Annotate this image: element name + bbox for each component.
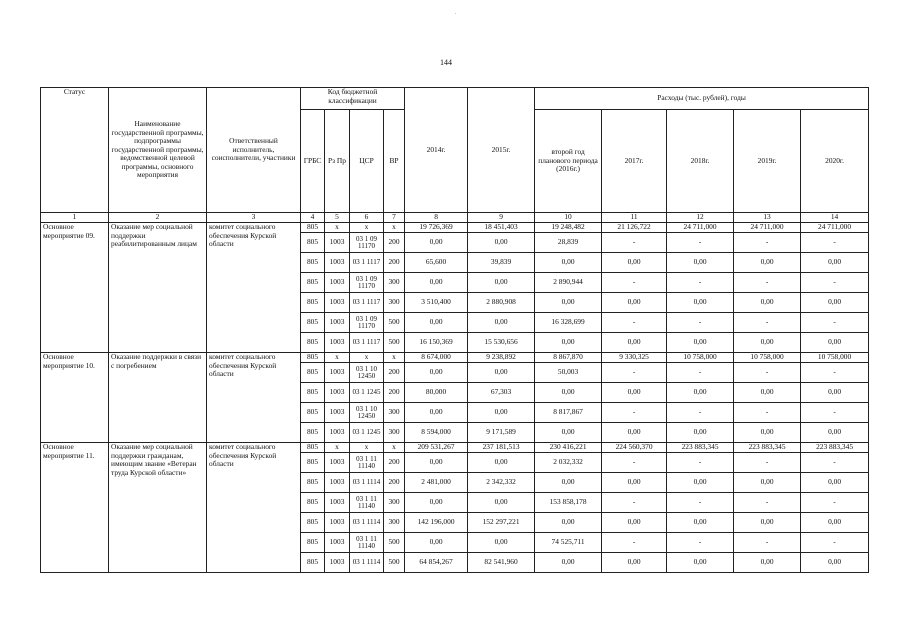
csr-cell: 03 1 1114 xyxy=(350,513,384,533)
scan-speck: . xyxy=(455,10,457,16)
amount-cell: 24 711,000 xyxy=(667,223,734,233)
amount-cell: 16 328,699 xyxy=(535,313,602,333)
column-number: 4 xyxy=(301,213,325,223)
vr-cell: 300 xyxy=(384,293,405,313)
amount-cell: 24 711,000 xyxy=(801,223,869,233)
header-csr: ЦСР xyxy=(350,110,384,213)
amount-cell: - xyxy=(801,453,869,473)
column-number: 7 xyxy=(384,213,405,223)
rzpr-cell: 1003 xyxy=(325,533,350,553)
vr-cell: 500 xyxy=(384,553,405,573)
table-body xyxy=(41,223,869,573)
amount-cell: - xyxy=(667,533,734,553)
amount-cell: - xyxy=(602,233,667,253)
amount-cell: 0,00 xyxy=(535,473,602,493)
vr-cell: 200 xyxy=(384,473,405,493)
header-2014: 2014г. xyxy=(405,88,468,213)
amount-cell: 0,00 xyxy=(602,423,667,443)
grbs-cell: 805 xyxy=(301,313,325,333)
column-number: 8 xyxy=(405,213,468,223)
amount-cell: 223 883,345 xyxy=(667,443,734,453)
amount-cell: 0,00 xyxy=(667,253,734,273)
amount-cell: 9 330,325 xyxy=(602,353,667,363)
amount-cell: 0,00 xyxy=(405,453,468,473)
name-cell: Оказание мер социальной поддержки гражданам, имеющим звание «Ветеран труда Курской области» xyxy=(109,443,207,573)
amount-cell: - xyxy=(602,453,667,473)
amount-cell: 153 858,178 xyxy=(535,493,602,513)
vr-cell: 200 xyxy=(384,383,405,403)
amount-cell: - xyxy=(602,313,667,333)
amount-cell: 0,00 xyxy=(801,293,869,313)
grbs-cell: 805 xyxy=(301,453,325,473)
amount-cell: 74 525,711 xyxy=(535,533,602,553)
amount-cell: 65,600 xyxy=(405,253,468,273)
amount-cell: 0,00 xyxy=(667,423,734,443)
amount-cell: 2 032,332 xyxy=(535,453,602,473)
amount-cell: 0,00 xyxy=(801,423,869,443)
amount-cell: - xyxy=(801,363,869,383)
csr-cell: 03 1 09 11170 xyxy=(350,233,384,253)
amount-cell: 0,00 xyxy=(734,253,801,273)
amount-cell: 50,003 xyxy=(535,363,602,383)
amount-cell: 10 758,000 xyxy=(667,353,734,363)
amount-cell: 0,00 xyxy=(405,493,468,513)
vr-cell: 500 xyxy=(384,333,405,353)
amount-cell: 0,00 xyxy=(667,333,734,353)
amount-cell: - xyxy=(801,403,869,423)
rzpr-cell: 1003 xyxy=(325,333,350,353)
table-header xyxy=(41,88,869,223)
column-number: 10 xyxy=(535,213,602,223)
amount-cell: 10 758,000 xyxy=(801,353,869,363)
amount-cell: 0,00 xyxy=(801,553,869,573)
grbs-cell: 805 xyxy=(301,493,325,513)
executor-cell: комитет социального обеспечения Курской области xyxy=(207,443,301,573)
status-cell: Основное мероприятие 11. xyxy=(41,443,109,573)
amount-cell: 28,839 xyxy=(535,233,602,253)
amount-cell: 0,00 xyxy=(405,233,468,253)
amount-cell: - xyxy=(602,403,667,423)
amount-cell: - xyxy=(801,313,869,333)
column-number: 12 xyxy=(667,213,734,223)
amount-cell: 0,00 xyxy=(405,403,468,423)
amount-cell: 0,00 xyxy=(734,333,801,353)
amount-cell: 9 238,892 xyxy=(468,353,535,363)
amount-cell: - xyxy=(801,233,869,253)
header-vr: ВР xyxy=(384,110,405,213)
grbs-cell: 805 xyxy=(301,443,325,453)
csr-cell: 03 1 1117 xyxy=(350,333,384,353)
amount-cell: - xyxy=(667,313,734,333)
amount-cell: 0,00 xyxy=(468,313,535,333)
amount-cell: 223 883,345 xyxy=(801,443,869,453)
amount-cell: 0,00 xyxy=(602,513,667,533)
header-name: Наименование государственной программы, подпрограммы государственной программы, ведомственной целевой программы, основного мероприятия xyxy=(109,88,207,213)
amount-cell: 0,00 xyxy=(734,383,801,403)
amount-cell: 0,00 xyxy=(734,293,801,313)
vr-cell: х xyxy=(384,443,405,453)
column-number: 3 xyxy=(207,213,301,223)
amount-cell: 0,00 xyxy=(734,513,801,533)
amount-cell: 0,00 xyxy=(602,293,667,313)
amount-cell: - xyxy=(602,363,667,383)
amount-cell: 152 297,221 xyxy=(468,513,535,533)
grbs-cell: 805 xyxy=(301,333,325,353)
amount-cell: 230 416,221 xyxy=(535,443,602,453)
rzpr-cell: 1003 xyxy=(325,383,350,403)
amount-cell: 3 510,400 xyxy=(405,293,468,313)
grbs-cell: 805 xyxy=(301,273,325,293)
column-number: 14 xyxy=(801,213,869,223)
amount-cell: 0,00 xyxy=(468,533,535,553)
amount-cell: 0,00 xyxy=(535,333,602,353)
amount-cell: 223 883,345 xyxy=(734,443,801,453)
vr-cell: 500 xyxy=(384,313,405,333)
amount-cell: 0,00 xyxy=(602,553,667,573)
grbs-cell: 805 xyxy=(301,363,325,383)
amount-cell: 0,00 xyxy=(535,553,602,573)
header-status: Статус xyxy=(41,88,109,213)
amount-cell: - xyxy=(734,533,801,553)
amount-cell: - xyxy=(667,273,734,293)
amount-cell: 0,00 xyxy=(468,273,535,293)
grbs-cell: 805 xyxy=(301,513,325,533)
grbs-cell: 805 xyxy=(301,423,325,443)
amount-cell: - xyxy=(734,273,801,293)
amount-cell: 0,00 xyxy=(535,423,602,443)
rzpr-cell: 1003 xyxy=(325,233,350,253)
amount-cell: 0,00 xyxy=(468,403,535,423)
amount-cell: - xyxy=(602,273,667,293)
amount-cell: - xyxy=(667,453,734,473)
amount-cell: 0,00 xyxy=(405,363,468,383)
amount-cell: 0,00 xyxy=(602,473,667,493)
column-number: 13 xyxy=(734,213,801,223)
rzpr-cell: 1003 xyxy=(325,493,350,513)
csr-cell: 03 1 1114 xyxy=(350,553,384,573)
amount-cell: 142 196,000 xyxy=(405,513,468,533)
csr-cell: 03 1 1245 xyxy=(350,383,384,403)
vr-cell: 300 xyxy=(384,423,405,443)
table-row xyxy=(41,223,869,233)
grbs-cell: 805 xyxy=(301,533,325,553)
amount-cell: - xyxy=(801,493,869,513)
rzpr-cell: 1003 xyxy=(325,253,350,273)
amount-cell: 0,00 xyxy=(734,553,801,573)
csr-cell: 03 1 1117 xyxy=(350,293,384,313)
amount-cell: 16 150,369 xyxy=(405,333,468,353)
amount-cell: 0,00 xyxy=(667,293,734,313)
grbs-cell: 805 xyxy=(301,383,325,403)
name-cell: Оказание мер социальной поддержки реабилитированным лицам xyxy=(109,223,207,353)
rzpr-cell: 1003 xyxy=(325,423,350,443)
amount-cell: 0,00 xyxy=(405,313,468,333)
amount-cell: 2 880,908 xyxy=(468,293,535,313)
amount-cell: 0,00 xyxy=(468,233,535,253)
csr-cell: 03 1 1245 xyxy=(350,423,384,443)
amount-cell: 21 126,722 xyxy=(602,223,667,233)
csr-cell: х xyxy=(350,443,384,453)
csr-cell: 03 1 10 12450 xyxy=(350,403,384,423)
amount-cell: 209 531,267 xyxy=(405,443,468,453)
amount-cell: 0,00 xyxy=(405,273,468,293)
amount-cell: 24 711,000 xyxy=(734,223,801,233)
amount-cell: 0,00 xyxy=(602,333,667,353)
amount-cell: 18 451,403 xyxy=(468,223,535,233)
column-number: 5 xyxy=(325,213,350,223)
amount-cell: 67,303 xyxy=(468,383,535,403)
amount-cell: 10 758,000 xyxy=(734,353,801,363)
column-number: 9 xyxy=(468,213,535,223)
rzpr-cell: 1003 xyxy=(325,513,350,533)
amount-cell: 8 867,870 xyxy=(535,353,602,363)
rzpr-cell: 1003 xyxy=(325,293,350,313)
amount-cell: 237 181,513 xyxy=(468,443,535,453)
csr-cell: х xyxy=(350,353,384,363)
budget-table xyxy=(40,87,869,573)
header-2017: 2017г. xyxy=(602,110,667,213)
grbs-cell: 805 xyxy=(301,223,325,233)
header-executor: Ответственный исполнитель, соисполнители, участники xyxy=(207,88,301,213)
header-grbs: ГРБС xyxy=(301,110,325,213)
name-cell: Оказание поддержки в связи с погребением xyxy=(109,353,207,443)
amount-cell: 0,00 xyxy=(801,253,869,273)
rzpr-cell: 1003 xyxy=(325,403,350,423)
header-2016: второй год планового периода (2016г.) xyxy=(535,110,602,213)
amount-cell: 0,00 xyxy=(535,293,602,313)
rzpr-cell: 1003 xyxy=(325,363,350,383)
column-number: 11 xyxy=(602,213,667,223)
csr-cell: 03 1 09 11170 xyxy=(350,273,384,293)
amount-cell: 0,00 xyxy=(602,253,667,273)
grbs-cell: 805 xyxy=(301,553,325,573)
amount-cell: 15 530,656 xyxy=(468,333,535,353)
amount-cell: - xyxy=(602,533,667,553)
vr-cell: 300 xyxy=(384,273,405,293)
amount-cell: 8 674,000 xyxy=(405,353,468,363)
header-2018: 2018г. xyxy=(667,110,734,213)
amount-cell: 0,00 xyxy=(468,453,535,473)
rzpr-cell: 1003 xyxy=(325,313,350,333)
amount-cell: 0,00 xyxy=(602,383,667,403)
amount-cell: 0,00 xyxy=(667,513,734,533)
header-2019: 2019г. xyxy=(734,110,801,213)
amount-cell: 0,00 xyxy=(535,383,602,403)
amount-cell: 0,00 xyxy=(801,513,869,533)
amount-cell: 64 854,267 xyxy=(405,553,468,573)
amount-cell: 80,000 xyxy=(405,383,468,403)
column-number: 2 xyxy=(109,213,207,223)
amount-cell: - xyxy=(734,233,801,253)
grbs-cell: 805 xyxy=(301,293,325,313)
rzpr-cell: х xyxy=(325,223,350,233)
amount-cell: 19 248,482 xyxy=(535,223,602,233)
csr-cell: 03 1 09 11170 xyxy=(350,313,384,333)
amount-cell: - xyxy=(667,493,734,513)
rzpr-cell: х xyxy=(325,353,350,363)
amount-cell: 0,00 xyxy=(734,423,801,443)
grbs-cell: 805 xyxy=(301,473,325,493)
amount-cell: - xyxy=(801,273,869,293)
amount-cell: 0,00 xyxy=(801,383,869,403)
csr-cell: 03 1 11 11140 xyxy=(350,533,384,553)
column-number: 1 xyxy=(41,213,109,223)
grbs-cell: 805 xyxy=(301,353,325,363)
amount-cell: 0,00 xyxy=(535,253,602,273)
amount-cell: 82 541,960 xyxy=(468,553,535,573)
header-2015: 2015г. xyxy=(468,88,535,213)
csr-cell: 03 1 10 12450 xyxy=(350,363,384,383)
amount-cell: - xyxy=(602,493,667,513)
amount-cell: 2 342,332 xyxy=(468,473,535,493)
amount-cell: - xyxy=(734,453,801,473)
amount-cell: 39,839 xyxy=(468,253,535,273)
amount-cell: 9 171,589 xyxy=(468,423,535,443)
amount-cell: 0,00 xyxy=(667,553,734,573)
vr-cell: 300 xyxy=(384,513,405,533)
amount-cell: 0,00 xyxy=(468,493,535,513)
amount-cell: 224 560,370 xyxy=(602,443,667,453)
amount-cell: - xyxy=(734,313,801,333)
grbs-cell: 805 xyxy=(301,403,325,423)
csr-cell: 03 1 1114 xyxy=(350,473,384,493)
rzpr-cell: 1003 xyxy=(325,453,350,473)
executor-cell: комитет социального обеспечения Курской области xyxy=(207,353,301,443)
amount-cell: 2 890,944 xyxy=(535,273,602,293)
amount-cell: - xyxy=(734,363,801,383)
csr-cell: 03 1 1117 xyxy=(350,253,384,273)
rzpr-cell: 1003 xyxy=(325,273,350,293)
amount-cell: 0,00 xyxy=(535,513,602,533)
status-cell: Основное мероприятие 09. xyxy=(41,223,109,353)
grbs-cell: 805 xyxy=(301,253,325,273)
amount-cell: - xyxy=(734,493,801,513)
amount-cell: 0,00 xyxy=(667,473,734,493)
csr-cell: х xyxy=(350,223,384,233)
amount-cell: 0,00 xyxy=(667,383,734,403)
vr-cell: 500 xyxy=(384,533,405,553)
status-cell: Основное мероприятие 10. xyxy=(41,353,109,443)
amount-cell: 0,00 xyxy=(801,473,869,493)
amount-cell: 8 817,867 xyxy=(535,403,602,423)
amount-cell: 19 726,369 xyxy=(405,223,468,233)
csr-cell: 03 1 11 11140 xyxy=(350,493,384,513)
rzpr-cell: х xyxy=(325,443,350,453)
amount-cell: - xyxy=(734,403,801,423)
amount-cell: - xyxy=(667,363,734,383)
vr-cell: 300 xyxy=(384,493,405,513)
amount-cell: - xyxy=(667,403,734,423)
rzpr-cell: 1003 xyxy=(325,473,350,493)
vr-cell: 200 xyxy=(384,363,405,383)
vr-cell: 200 xyxy=(384,453,405,473)
amount-cell: 0,00 xyxy=(468,363,535,383)
vr-cell: 300 xyxy=(384,403,405,423)
amount-cell: - xyxy=(801,533,869,553)
grbs-cell: 805 xyxy=(301,233,325,253)
amount-cell: 0,00 xyxy=(734,473,801,493)
amount-cell: 0,00 xyxy=(405,533,468,553)
header-2020: 2020г. xyxy=(801,110,869,213)
amount-cell: 8 594,000 xyxy=(405,423,468,443)
header-budget-code: Код бюджетной классификации xyxy=(301,88,405,110)
rzpr-cell: 1003 xyxy=(325,553,350,573)
table-row xyxy=(41,353,869,363)
executor-cell: комитет социального обеспечения Курской области xyxy=(207,223,301,353)
page-number: 144 xyxy=(440,58,452,67)
csr-cell: 03 1 11 11140 xyxy=(350,453,384,473)
vr-cell: 200 xyxy=(384,233,405,253)
amount-cell: - xyxy=(667,233,734,253)
header-rzpr: Рз Пр xyxy=(325,110,350,213)
amount-cell: 2 481,000 xyxy=(405,473,468,493)
vr-cell: х xyxy=(384,353,405,363)
column-numbers-row xyxy=(41,213,869,223)
vr-cell: 200 xyxy=(384,253,405,273)
column-number: 6 xyxy=(350,213,384,223)
amount-cell: 0,00 xyxy=(801,333,869,353)
table-row xyxy=(41,443,869,453)
vr-cell: х xyxy=(384,223,405,233)
header-expenses: Расходы (тыс. рублей), годы xyxy=(535,88,869,110)
